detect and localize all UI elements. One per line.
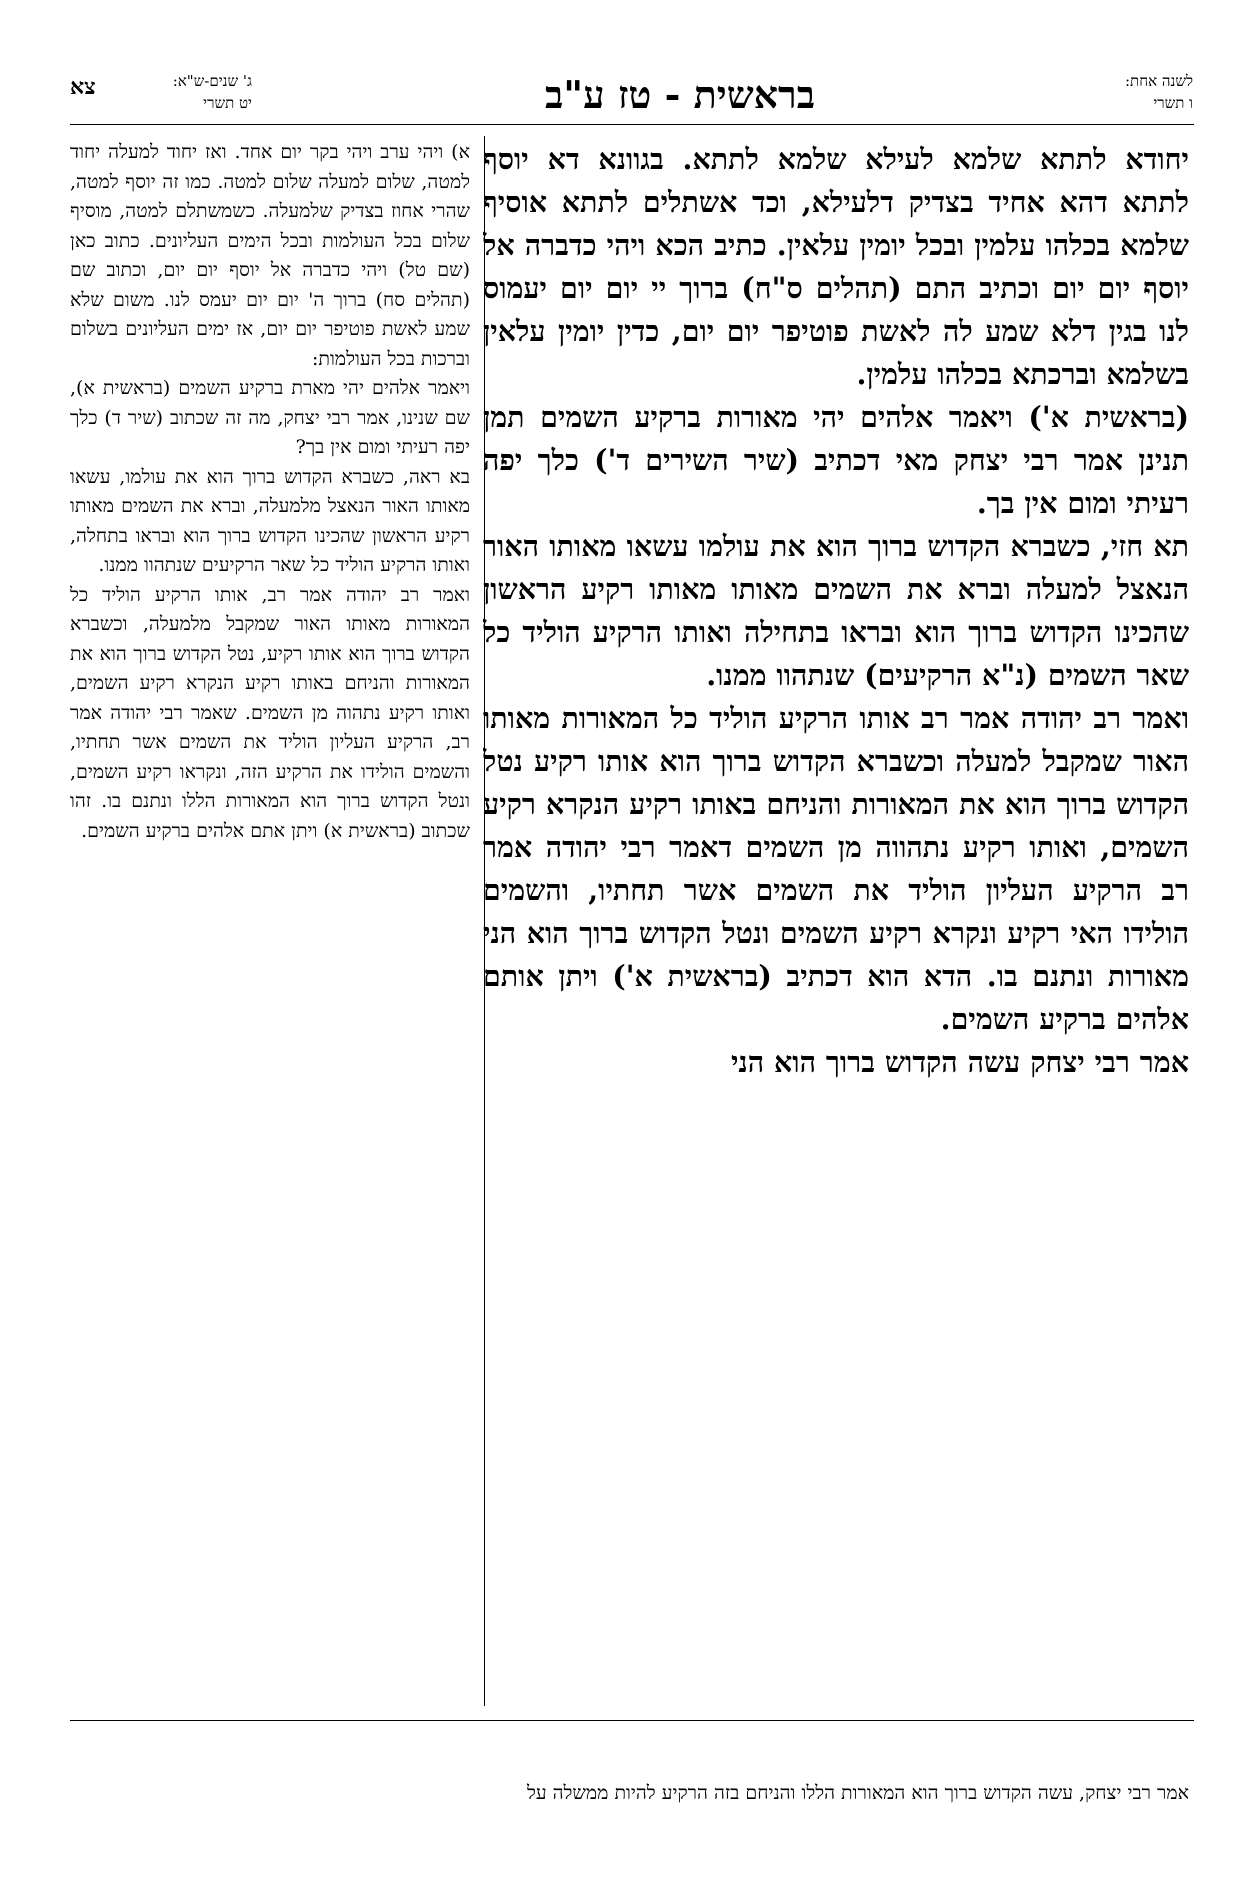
side-translation-column	[70, 138, 470, 1698]
side-paragraph: ואמר רב יהודה אמר רב, אותו הרקיע הוליד כל המאורות מאותו האור שמקבל מלמעלה, וכשברא הקדוש ברוך הוא אותו רקיע, נטל הקדוש ברוך הוא את המאורות והניחם באותו רקיע הנקרא רקיע השמים, ואותו רקיע נתהוה מן השמים. שאמר רבי יהודה אמר רב, הרקיע העליון הוליד את השמים אשר תחתיו, והשמים הולידו את הרקיע הזה, ונקראו רקיע השמים, ונטל הקדוש ברוך הוא המאורות הללו ונתנם בו. זהו שכתוב (בראשית א) ויתן אתם אלהים ברקיע השמים.	[70, 583, 470, 842]
header-rule	[70, 124, 1194, 125]
header-left-line1: ג' שנים-ש"א:	[172, 72, 252, 90]
side-paragraph: בא ראה, כשברא הקדוש ברוך הוא את עולמו, עשאו מאותו האור הנאצל מלמעלה, וברא את השמים מאותו רקיע הראשון שהכינו הקדוש ברוך הוא ובראו בתחלה, ואותו הרקיע הוליד כל שאר הרקיעים שנתהוו ממנו.	[70, 465, 470, 576]
main-paragraph: (בראשית א') ויאמר אלהים יהי מאורות ברקיע השמים תמן תנינן אמר רבי יצחק מאי דכתיב (שיר השירים ד') כלך יפה רעיתי ומום אין בך.	[483, 400, 1189, 520]
side-paragraph: ויאמר אלהים יהי מארת ברקיע השמים (בראשית א), שם שנינו, אמר רבי יצחק, מה זה שכתוב (שיר ד) כלך יפה רעיתי ומום אין בך?	[70, 377, 470, 458]
main-paragraph: ואמר רב יהודה אמר רב אותו הרקיע הוליד כל המאורות מאותו האור שמקבל למעלה וכשברא הקדוש ברוך הוא אותו רקיע נטל הקדוש ברוך הוא את המאורות והניחם באותו רקיע הנקרא רקיע השמים, ואותו רקיע נתהווה מן השמים דאמר רבי יהודה אמר רב הרקיע העליון הוליד את השמים אשר תחתיו, והשמים הולידו האי רקיע ונקרא רקיע השמים ונטל הקדוש ברוך הוא הני מאורות ונתנם בו. הדא הוא דכתיב (בראשית א') ויתן אותם אלהים ברקיע השמים.	[483, 701, 1189, 1036]
bottom-continuation-line: אמר רבי יצחק, עשה הקדוש ברוך הוא המאורות הללו והניחם בזה הרקיע להיות ממשלה על	[526, 1782, 1189, 1804]
side-paragraph: א) ויהי ערב ויהי בקר יום אחד. ואז יחוד למעלה יחוד למטה, שלום למעלה שלום למטה. כמו זה יוסף למטה, שהרי אחוז בצדיק שלמעלה. כשמשתלם למטה, מוסיף שלום בכל העולמות ובכל הימים העליונים. כתוב כאן (שם טל) ויהי כדברה אל יוסף יום יום, וכתוב שם (תהלים סח) ברוך ה' יום יום יעמס לנו. משום שלא שמע לאשת פוטיפר יום יום, אז ימים העליונים בשלום וברכות בכל העולמות:	[70, 141, 470, 370]
page-title: בראשית - טז ע"ב	[544, 72, 816, 117]
header-right-line2: ו תשרי	[1153, 94, 1193, 112]
header-left-line2: יט תשרי	[203, 94, 252, 112]
main-paragraph: יחודא לתתא שלמא לעילא שלמא לתתא. בגוונא דא יוסף לתתא דהא אחיד בצדיק דלעילא, וכד אשתלים לתתא אוסיף שלמא בכלהו עלמין ובכל יומין עלאין. כתיב הכא ויהי כדברה אל יוסף יום יום וכתיב התם (תהלים ס"ח) ברוך יי יום יום יעמוס לנו בגין דלא שמע לה לאשת פוטיפר יום יום, כדין יומין עלאין בשלמא וברכתא בכלהו עלמין.	[483, 142, 1189, 391]
header-right-line1: לשנה אחת:	[1125, 72, 1193, 90]
header-left	[112, 70, 252, 114]
main-paragraph: אמר רבי יצחק עשה הקדוש ברוך הוא הני	[730, 1045, 1189, 1079]
header-right	[1053, 70, 1193, 114]
folio-number: צא	[70, 74, 96, 100]
footer-rule	[70, 1720, 1194, 1721]
main-paragraph: תא חזי, כשברא הקדוש ברוך הוא את עולמו עשאו מאותו האור הנאצל למעלה וברא את השמים מאותו מאותו רקיע הראשון שהכינו הקדוש ברוך הוא ובראו בתחילה ואותו הרקיע הוליד כל שאר השמים (נ"א הרקיעים) שנתהוו ממנו.	[483, 529, 1189, 692]
main-text-column	[483, 138, 1189, 1698]
